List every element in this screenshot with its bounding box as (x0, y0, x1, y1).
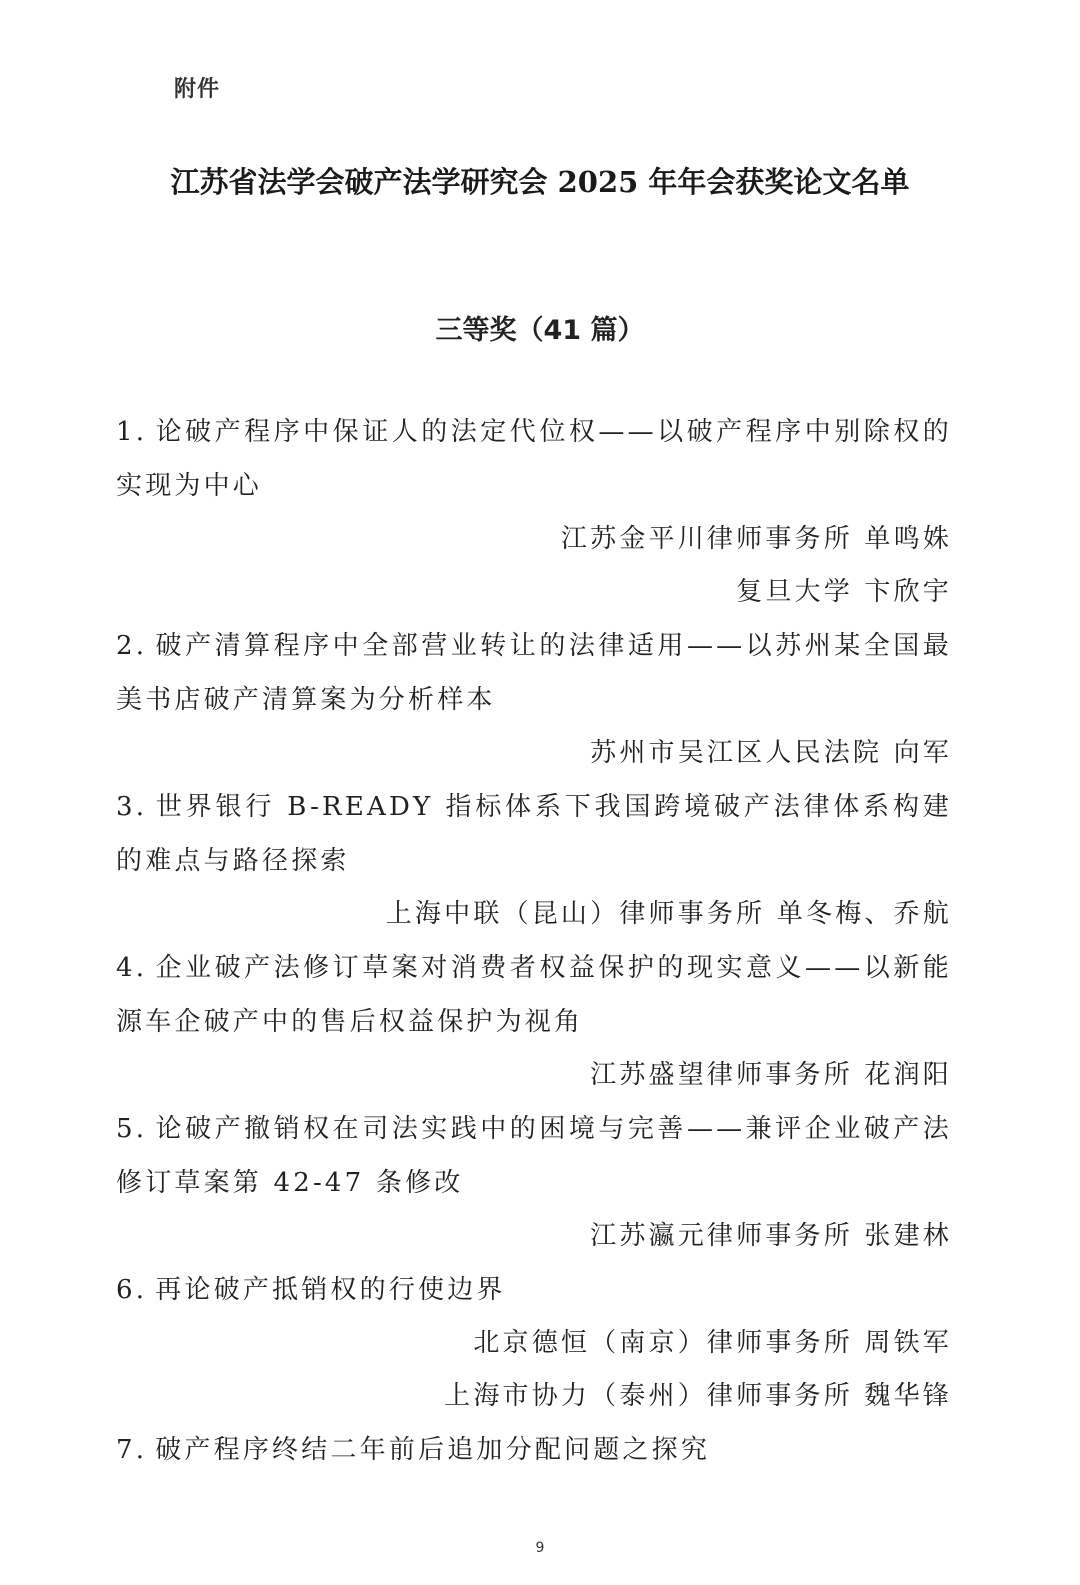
attachment-label: 附件 (174, 77, 221, 102)
entry-number: 3. (116, 792, 148, 822)
entry-title-text: 世界银行 B-READY 指标体系下我国跨境破产法律体系构建的难点与路径探索 (116, 792, 952, 876)
list-item (116, 1102, 952, 1263)
entry-number: 5. (116, 1114, 148, 1144)
entry-title-text: 破产程序终结二年前后追加分配问题之探究 (155, 1435, 711, 1465)
entry-title-text: 企业破产法修订草案对消费者权益保护的现实意义——以新能源车企破产中的售后权益保护为视角 (116, 953, 952, 1037)
entry-author: 江苏盛望律师事务所 花润阳 (590, 1060, 952, 1090)
entry-author: 江苏金平川律师事务所 单鸣姝 (560, 524, 952, 554)
entry-author: 复旦大学 卞欣宇 (736, 577, 952, 607)
entry-author: 苏州市吴江区人民法院 向军 (590, 738, 952, 768)
entry-title (116, 405, 952, 513)
list-item (116, 1263, 952, 1423)
section-title: 三等奖（41 篇） (435, 315, 645, 346)
entry-number: 1. (116, 417, 148, 447)
entry-title (116, 1423, 952, 1477)
list-item (116, 1423, 952, 1477)
entry-author: 北京德恒（南京）律师事务所 周铁军 (473, 1328, 952, 1358)
entry-number: 2. (116, 631, 148, 661)
entry-title-text: 破产清算程序中全部营业转让的法律适用——以苏州某全国最美书店破产清算案为分析样本 (116, 631, 952, 715)
document-title: 江苏省法学会破产法学研究会 2025 年年会获奖论文名单 (170, 165, 910, 199)
page-number: 9 (535, 1540, 545, 1556)
entry-author: 上海中联（昆山）律师事务所 单冬梅、乔航 (385, 899, 952, 929)
entry-title-text: 论破产撤销权在司法实践中的困境与完善——兼评企业破产法修订草案第 42-47 条修改 (116, 1114, 952, 1198)
entry-title (116, 619, 952, 727)
entry-number: 4. (116, 953, 148, 983)
entry-title-text: 再论破产抵销权的行使边界 (155, 1275, 506, 1305)
entry-number: 6. (116, 1275, 148, 1305)
entry-title-text: 论破产程序中保证人的法定代位权——以破产程序中别除权的实现为中心 (116, 417, 952, 501)
entry-title (116, 780, 952, 888)
list-item (116, 941, 952, 1102)
entry-title (116, 1102, 952, 1210)
entry-title (116, 1263, 952, 1317)
entry-author: 上海市协力（泰州）律师事务所 魏华锋 (444, 1381, 952, 1411)
entry-number: 7. (116, 1435, 148, 1465)
entry-title (116, 941, 952, 1049)
entry-author: 江苏瀛元律师事务所 张建林 (590, 1221, 952, 1251)
award-list (116, 405, 952, 1477)
list-item (116, 780, 952, 941)
list-item (116, 619, 952, 780)
list-item (116, 405, 952, 619)
